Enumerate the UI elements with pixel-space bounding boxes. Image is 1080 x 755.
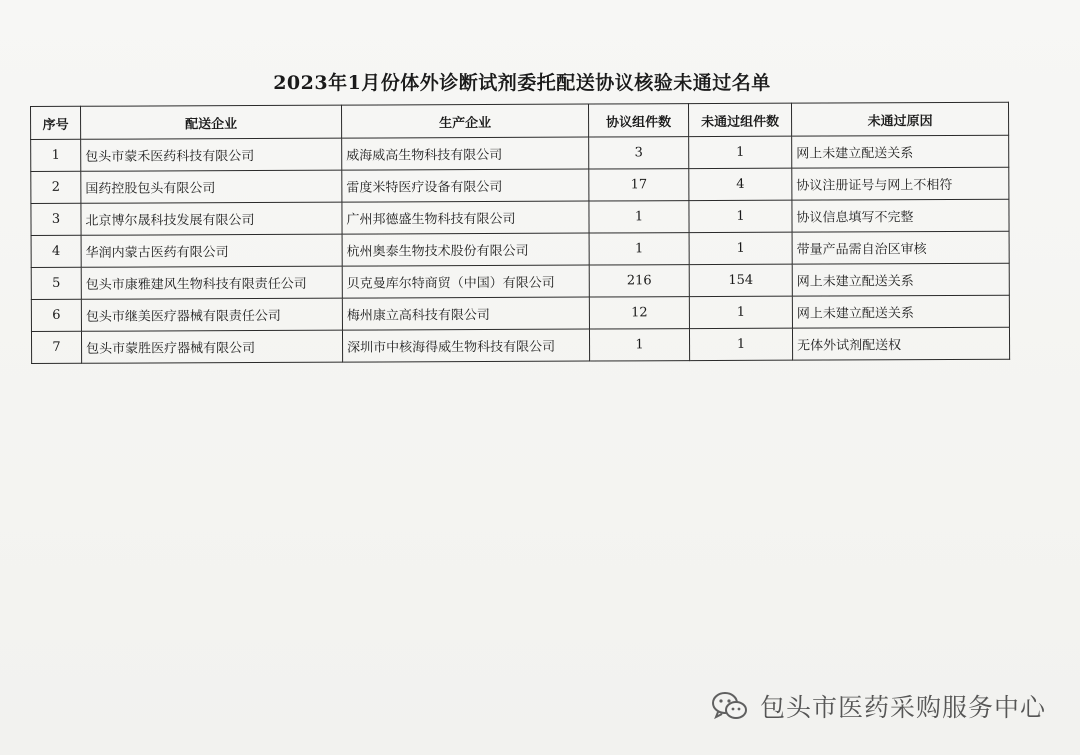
cell-manufacturer: 威海威高生物科技有限公司 bbox=[342, 137, 589, 170]
cell-failure-reason: 协议注册证号与网上不相符 bbox=[792, 167, 1009, 200]
cell-index: 7 bbox=[31, 331, 81, 363]
table-row bbox=[31, 167, 1009, 203]
cell-failure-reason: 带量产品需自治区审核 bbox=[792, 231, 1009, 264]
table-row bbox=[31, 295, 1009, 331]
cell-failed-count: 1 bbox=[689, 136, 792, 168]
header-failure-reason: 未通过原因 bbox=[791, 102, 1008, 136]
cell-failed-count: 1 bbox=[689, 328, 792, 360]
cell-agreement-count: 17 bbox=[589, 169, 689, 201]
cell-distributor: 华润内蒙古医药有限公司 bbox=[81, 234, 342, 267]
header-agreement-count: 协议组件数 bbox=[588, 104, 688, 137]
cell-manufacturer: 贝克曼库尔特商贸（中国）有限公司 bbox=[342, 265, 589, 298]
cell-failed-count: 1 bbox=[689, 200, 792, 232]
cell-agreement-count: 216 bbox=[589, 265, 689, 297]
cell-distributor: 包头市康雅建风生物科技有限责任公司 bbox=[81, 266, 342, 299]
cell-distributor: 北京博尔晟科技发展有限公司 bbox=[81, 202, 342, 235]
table-row bbox=[31, 199, 1009, 235]
header-manufacturer: 生产企业 bbox=[341, 104, 588, 138]
cell-failure-reason: 协议信息填写不完整 bbox=[792, 199, 1009, 232]
watermark-text: 包头市医药采购服务中心 bbox=[759, 693, 1046, 722]
cell-distributor: 包头市蒙禾医药科技有限公司 bbox=[81, 138, 342, 171]
cell-failed-count: 1 bbox=[689, 296, 792, 328]
cell-index: 3 bbox=[31, 203, 81, 235]
cell-manufacturer: 梅州康立高科技有限公司 bbox=[342, 297, 589, 330]
cell-agreement-count: 1 bbox=[589, 329, 689, 361]
cell-failed-count: 1 bbox=[689, 232, 792, 264]
cell-failed-count: 4 bbox=[689, 168, 792, 200]
cell-agreement-count: 3 bbox=[589, 137, 689, 169]
cell-manufacturer: 杭州奥泰生物技术股份有限公司 bbox=[342, 233, 589, 266]
header-index: 序号 bbox=[31, 106, 81, 139]
cell-distributor: 国药控股包头有限公司 bbox=[81, 170, 342, 203]
cell-distributor: 包头市蒙胜医疗器械有限公司 bbox=[81, 330, 342, 363]
table-header-row bbox=[31, 102, 1009, 139]
cell-agreement-count: 1 bbox=[589, 233, 689, 265]
cell-agreement-count: 1 bbox=[589, 201, 689, 233]
wechat-watermark bbox=[710, 688, 1046, 724]
cell-distributor: 包头市继美医疗器械有限责任公司 bbox=[81, 298, 342, 331]
cell-agreement-count: 12 bbox=[589, 297, 689, 329]
cell-failure-reason: 网上未建立配送关系 bbox=[792, 135, 1009, 168]
cell-failed-count: 154 bbox=[689, 264, 792, 296]
cell-manufacturer: 深圳市中核海得威生物科技有限公司 bbox=[342, 329, 589, 362]
cell-failure-reason: 网上未建立配送关系 bbox=[792, 295, 1009, 328]
table-row bbox=[31, 135, 1009, 171]
cell-index: 4 bbox=[31, 235, 81, 267]
cell-index: 1 bbox=[31, 139, 81, 171]
cell-failure-reason: 网上未建立配送关系 bbox=[792, 263, 1009, 296]
cell-manufacturer: 雷度米特医疗设备有限公司 bbox=[342, 169, 589, 202]
wechat-icon bbox=[710, 690, 750, 722]
cell-index: 6 bbox=[31, 299, 81, 331]
header-failed-count: 未通过组件数 bbox=[688, 103, 791, 136]
document-title: 2023年1月份体外诊断试剂委托配送协议核验未通过名单 bbox=[273, 72, 771, 94]
cell-manufacturer: 广州邦德盛生物科技有限公司 bbox=[342, 201, 589, 234]
header-distributor: 配送企业 bbox=[81, 105, 342, 139]
table-row bbox=[31, 327, 1009, 363]
cell-index: 2 bbox=[31, 171, 81, 203]
table-row bbox=[31, 263, 1009, 299]
table-row bbox=[31, 231, 1009, 267]
failed-verification-table bbox=[30, 102, 1010, 364]
cell-failure-reason: 无体外试剂配送权 bbox=[792, 327, 1009, 360]
cell-index: 5 bbox=[31, 267, 81, 299]
